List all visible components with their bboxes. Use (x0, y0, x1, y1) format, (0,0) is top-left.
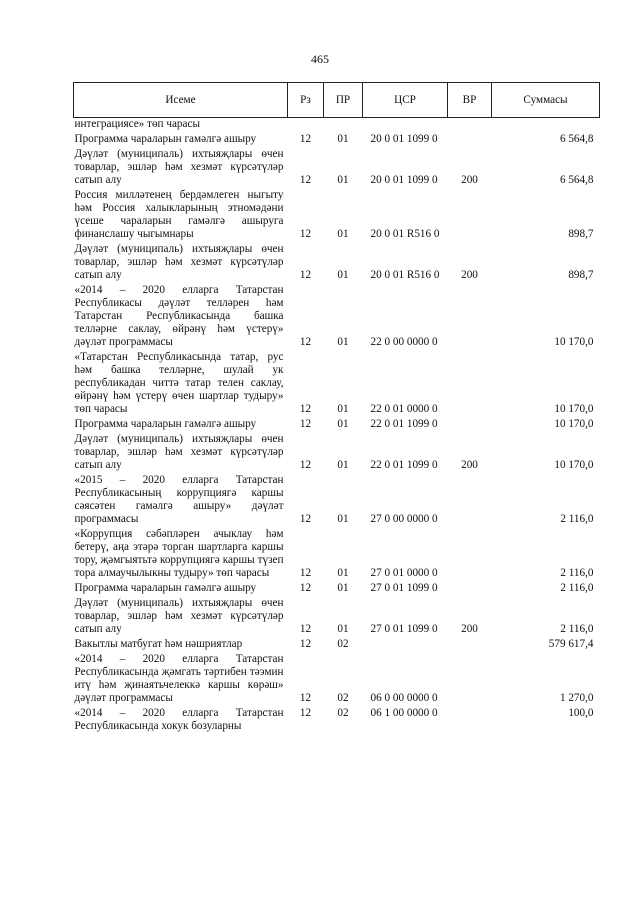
cell-csr: 22 0 01 1099 0 (370, 418, 438, 430)
cell-vr (448, 118, 492, 134)
cell-name: «2015 – 2020 елларга Татарстан Республикасының коррупциягә каршы сәясәтен гамәлгә ашыру» дәүләт программасы (74, 474, 284, 525)
cell-pr: 01 (337, 567, 349, 579)
header-name: Исеме (74, 83, 288, 118)
cell-name: «2014 – 2020 елларга Татарстан Республикасы дәүләт телләрен һәм Татарстан Республикасында башка телләрне саклау, өйрәнү һәм үстерү» дәүләт программасы (74, 284, 284, 348)
cell-name: Программа чараларын гамәлгә ашыру (74, 582, 257, 594)
cell-rz: 12 (299, 459, 312, 471)
cell-sum: 898,7 (568, 269, 594, 281)
cell-vr: 200 (461, 174, 478, 186)
cell-csr: 20 0 01 1099 0 (370, 133, 438, 145)
cell-name: Дәүләт (муниципаль) ихтыяҗлары өчен товарлар, эшләр һәм хезмәт күрсәтүләр сатып алу (74, 243, 284, 281)
cell-csr: 27 0 00 0000 0 (370, 513, 438, 525)
cell-vr (448, 638, 492, 653)
cell-vr: 200 (461, 623, 478, 635)
cell-sum: 579 617,4 (548, 638, 594, 650)
cell-pr: 01 (337, 336, 349, 348)
cell-sum: 10 170,0 (554, 336, 594, 348)
cell-rz: 12 (299, 567, 312, 579)
cell-pr: 02 (337, 707, 349, 719)
cell-sum: 2 116,0 (560, 623, 594, 635)
cell-name: интеграциясе» төп чарасы (74, 118, 200, 130)
cell-rz: 12 (299, 513, 312, 525)
cell-csr: 20 0 01 1099 0 (370, 174, 438, 186)
cell-name: Дәүләт (муниципаль) ихтыяҗлары өчен товарлар, эшләр һәм хезмәт күрсәтүләр сатып алу (74, 148, 284, 186)
cell-pr: 01 (337, 418, 349, 430)
cell-pr: 01 (337, 174, 349, 186)
cell-csr: 27 0 01 0000 0 (370, 567, 438, 579)
table-row (74, 582, 600, 597)
cell-pr: 01 (337, 228, 349, 240)
cell-name: Вакытлы матбугат һәм нәшриятлар (74, 638, 243, 650)
table-row (74, 707, 600, 735)
cell-name: Программа чараларын гамәлгә ашыру (74, 418, 257, 430)
table-row (74, 474, 600, 528)
cell-rz: 12 (299, 403, 312, 415)
cell-csr: 06 1 00 0000 0 (370, 707, 438, 719)
cell-pr: 02 (337, 638, 349, 650)
cell-sum: 2 116,0 (560, 582, 594, 594)
cell-sum: 2 116,0 (560, 567, 594, 579)
header-vr: ВР (448, 83, 492, 118)
cell-pr: 01 (337, 459, 349, 471)
cell-name: Дәүләт (муниципаль) ихтыяҗлары өчен товарлар, эшләр һәм хезмәт күрсәтүләр сатып алу (74, 597, 284, 635)
cell-name: «Коррупция сәбәпләрен ачыклау һәм бетерү, аңа этәрә торган шартларга каршы тору, җәмгыятьтә коррупциягә каршы түзеп тора алмаучылыкны тудыру» төп чарасы (74, 528, 284, 579)
cell-rz: 12 (299, 133, 312, 145)
cell-sum: 898,7 (568, 228, 594, 240)
cell-name: Россия милләтенең бердәмлеген ныгыту һәм Россия халыкларының этномәдәни үсеше чараларын гамәлгә ашыруга финанслашу чыгымнары (74, 189, 284, 240)
table-row (74, 418, 600, 433)
cell-rz: 12 (299, 638, 312, 650)
cell-rz: 12 (299, 623, 312, 635)
cell-sum: 1 270,0 (559, 692, 594, 704)
cell-rz: 12 (299, 418, 312, 430)
cell-pr (324, 118, 363, 134)
table-row (74, 284, 600, 351)
table-row (74, 243, 600, 284)
cell-rz: 12 (299, 228, 312, 240)
header-csr: ЦСР (363, 83, 448, 118)
table-row (74, 351, 600, 418)
table-row (74, 433, 600, 474)
cell-vr (448, 582, 492, 597)
table-row (74, 653, 600, 707)
table-row (74, 118, 600, 134)
cell-vr (448, 284, 492, 351)
cell-vr (448, 528, 492, 582)
table-row (74, 638, 600, 653)
cell-rz: 12 (299, 174, 312, 186)
header-pr: ПР (324, 83, 363, 118)
table-header (74, 83, 600, 118)
cell-csr: 22 0 01 1099 0 (370, 459, 438, 471)
cell-name: Программа чараларын гамәлгә ашыру (74, 133, 257, 145)
cell-sum: 6 564,8 (559, 133, 594, 145)
cell-csr: 20 0 01 R516 0 (370, 228, 440, 240)
table-row (74, 133, 600, 148)
cell-name: Дәүләт (муниципаль) ихтыяҗлары өчен товарлар, эшләр һәм хезмәт күрсәтүләр сатып алу (74, 433, 284, 471)
cell-pr: 01 (337, 133, 349, 145)
cell-vr: 200 (461, 269, 478, 281)
cell-sum: 100,0 (568, 707, 594, 719)
table-row (74, 528, 600, 582)
cell-pr: 01 (337, 623, 349, 635)
cell-sum: 10 170,0 (554, 403, 594, 415)
page-number: 465 (311, 52, 329, 66)
cell-vr (448, 189, 492, 243)
cell-name: «Татарстан Республикасында татар, рус һәм башка телләрне, шулай ук республикадан читтә татар телен саклау, өйрәнү һәм үстерү өчен шартлар тудыру» төп чарасы (74, 351, 284, 415)
cell-sum (492, 118, 600, 134)
cell-csr (363, 638, 448, 653)
cell-rz: 12 (299, 692, 312, 704)
cell-rz: 12 (299, 269, 312, 281)
table-row (74, 597, 600, 638)
cell-sum: 2 116,0 (560, 513, 594, 525)
cell-pr: 01 (337, 403, 349, 415)
table-body (74, 118, 600, 736)
cell-csr: 22 0 01 0000 0 (370, 403, 438, 415)
cell-vr: 200 (461, 459, 478, 471)
cell-rz (288, 118, 324, 134)
cell-vr (448, 707, 492, 735)
cell-name: «2014 – 2020 елларга Татарстан Республикасында җәмгать тәртибен тәэмин итү һәм җинаятьчелеккә каршы көрәш» дәүләт программасы (74, 653, 284, 704)
cell-pr: 01 (337, 582, 349, 594)
cell-rz: 12 (299, 582, 312, 594)
cell-csr: 22 0 00 0000 0 (370, 336, 438, 348)
cell-vr (448, 351, 492, 418)
cell-sum: 6 564,8 (559, 174, 594, 186)
cell-rz: 12 (299, 707, 312, 719)
cell-sum: 10 170,0 (554, 459, 594, 471)
cell-name: «2014 – 2020 елларга Татарстан Республикасында хокук бозуларны (74, 707, 284, 732)
cell-vr (448, 653, 492, 707)
cell-rz: 12 (299, 336, 312, 348)
budget-table (73, 82, 600, 735)
cell-csr: 27 0 01 1099 0 (370, 582, 438, 594)
table-row (74, 148, 600, 189)
cell-sum: 10 170,0 (554, 418, 594, 430)
table-row (74, 189, 600, 243)
header-sum: Суммасы (492, 83, 600, 118)
cell-pr: 02 (337, 692, 349, 704)
header-rz: Рз (288, 83, 324, 118)
cell-vr (448, 474, 492, 528)
cell-pr: 01 (337, 513, 349, 525)
cell-vr (448, 133, 492, 148)
cell-csr (363, 118, 448, 134)
cell-csr: 20 0 01 R516 0 (370, 269, 440, 281)
cell-pr: 01 (337, 269, 349, 281)
cell-csr: 27 0 01 1099 0 (370, 623, 438, 635)
cell-vr (448, 418, 492, 433)
cell-csr: 06 0 00 0000 0 (370, 692, 438, 704)
